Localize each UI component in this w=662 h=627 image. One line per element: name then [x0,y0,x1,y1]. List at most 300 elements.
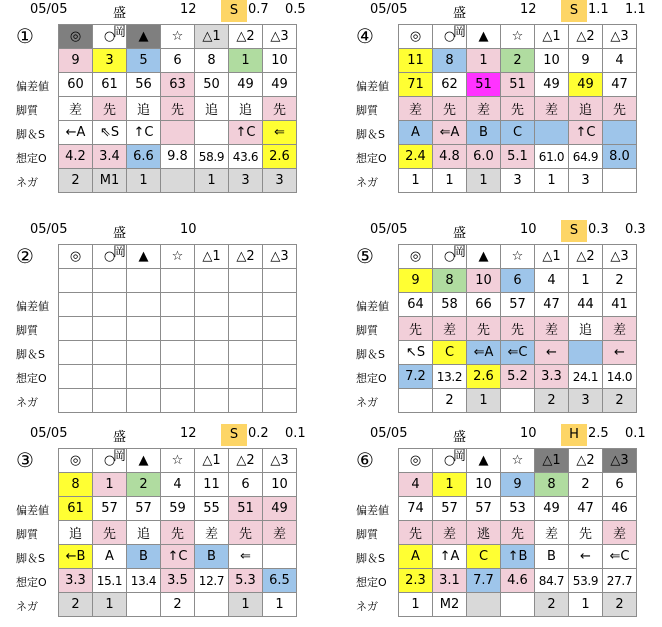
header-date: 05/05 [370,222,408,237]
mark-cell: △3 [263,25,297,49]
grid-cell: A [93,545,127,569]
grid-cell: 2 [603,593,637,617]
mark-cell: ☆ [501,245,535,269]
grid-cell: 1 [467,49,501,73]
grid-cell: 12.7 [195,569,229,593]
row-label: 脚質 [16,104,38,117]
race-number: ② [16,244,34,268]
data-row [399,593,637,617]
row-label: 脚＆S [16,128,45,141]
grid-cell: 差 [603,521,637,545]
data-row [59,389,297,413]
grid-cell [195,365,229,389]
row-label: 偏差値 [16,80,49,93]
grid-cell: 5.3 [229,569,263,593]
grid-cell: 4.8 [433,145,467,169]
mark-cell: △3 [263,245,297,269]
grid-cell [535,121,569,145]
grid-cell: M2 [433,593,467,617]
grid-cell [195,341,229,365]
race-panel-p6 [348,424,658,624]
grid-cell [59,269,93,293]
prediction-grid [58,244,297,413]
mark-cell: ▲ [127,245,161,269]
grid-cell: 追 [127,521,161,545]
grid-cell [195,593,229,617]
grid-cell [229,365,263,389]
header-grade: S [561,0,587,22]
grid-cell: 5.2 [501,365,535,389]
row-label: 想定O [16,372,47,385]
mark-cell: ☆ [501,449,535,473]
data-row [59,169,297,193]
grid-cell: 13.4 [127,569,161,593]
grid-cell: 2 [535,593,569,617]
grid-cell: 1 [467,169,501,193]
grid-cell: 8 [433,49,467,73]
grid-cell: 49 [569,73,603,97]
row-label: 想定O [16,152,47,165]
grid-cell: C [433,341,467,365]
grid-cell: 6.6 [127,145,161,169]
row-label: ネガ [356,176,378,189]
grid-cell [59,389,93,413]
data-row [399,293,637,317]
mark-cell: △3 [263,449,297,473]
row-label: 想定O [16,576,47,589]
header-venue: 盛岡 [453,430,467,464]
mark-cell: △1 [535,25,569,49]
grid-cell: 43.6 [229,145,263,169]
header-count: 12 [180,2,197,17]
grid-cell [127,293,161,317]
prediction-grid [398,24,637,193]
row-label: 脚＆S [356,552,385,565]
row-label: ネガ [16,176,38,189]
header-date: 05/05 [370,426,408,441]
race-number: ③ [16,448,34,472]
grid-cell [263,545,297,569]
grid-cell: 3 [569,389,603,413]
grid-cell: 64.9 [569,145,603,169]
grid-cell: 先 [399,317,433,341]
mark-cell: △1 [535,245,569,269]
mark-cell: ◎ [399,449,433,473]
row-label: ネガ [356,600,378,613]
grid-cell: 差 [535,317,569,341]
mark-cell: △2 [569,25,603,49]
grid-cell: 2 [501,49,535,73]
row-label: 脚＆S [356,128,385,141]
mark-cell: △1 [195,245,229,269]
grid-cell [501,593,535,617]
grid-cell: ↑C [161,545,195,569]
grid-cell: 49 [263,73,297,97]
data-row [59,317,297,341]
grid-cell: 1 [195,169,229,193]
grid-cell: 先 [467,317,501,341]
grid-cell: ←A [59,121,93,145]
data-row [59,121,297,145]
grid-cell: 先 [263,97,297,121]
grid-cell: M1 [93,169,127,193]
row-label: 脚質 [356,528,378,541]
prediction-grid [58,448,297,617]
data-row [399,497,637,521]
grid-cell [127,341,161,365]
header-count: 12 [180,426,197,441]
grid-cell: ⇐A [433,121,467,145]
row-label: 脚質 [16,324,38,337]
mark-cell: ☆ [161,25,195,49]
row-label: 脚＆S [16,552,45,565]
grid-cell: ⇐A [467,341,501,365]
grid-cell: 4 [535,269,569,293]
grid-cell: 1 [569,593,603,617]
race-number: ⑤ [356,244,374,268]
grid-cell: 56 [127,73,161,97]
mark-cell: ☆ [161,449,195,473]
grid-cell: 2.3 [399,569,433,593]
row-label: 想定O [356,372,387,385]
header-v2: 0.1 [285,426,306,441]
grid-cell: 49 [229,73,263,97]
grid-cell: ← [535,341,569,365]
row-label: 想定O [356,576,387,589]
grid-cell: 10 [535,49,569,73]
grid-cell: 4 [603,49,637,73]
grid-cell: 2.6 [467,365,501,389]
data-row [399,169,637,193]
grid-cell: 24.1 [569,365,603,389]
grid-cell [229,293,263,317]
grid-cell [229,269,263,293]
grid-cell [59,341,93,365]
grid-cell: 58.9 [195,145,229,169]
grid-cell: ⇐ [229,545,263,569]
header-v1: 0.7 [248,2,269,17]
grid-cell [263,317,297,341]
grid-cell [93,389,127,413]
grid-cell: 4.2 [59,145,93,169]
data-row [59,545,297,569]
grid-cell: 7.7 [467,569,501,593]
grid-cell: 47 [603,73,637,97]
grid-cell: 11 [195,473,229,497]
grid-cell: C [467,545,501,569]
grid-cell: 8 [535,473,569,497]
header-v1: 0.3 [588,222,609,237]
row-label: 偏差値 [356,80,389,93]
mark-cell: △3 [603,25,637,49]
grid-cell: 追 [569,97,603,121]
data-row [399,145,637,169]
row-label: 偏差値 [16,300,49,313]
grid-cell: 47 [535,293,569,317]
grid-cell: 3 [501,169,535,193]
data-row [59,293,297,317]
grid-cell: 6 [161,49,195,73]
grid-cell [127,389,161,413]
header-v1: 1.1 [588,2,609,17]
mark-cell: △2 [229,245,263,269]
grid-cell [127,317,161,341]
grid-cell: 先 [603,97,637,121]
race-number: ④ [356,24,374,48]
grid-cell [93,341,127,365]
grid-cell: 先 [161,521,195,545]
grid-cell: 46 [603,497,637,521]
grid-cell: 9 [59,49,93,73]
grid-cell: 先 [501,317,535,341]
grid-cell: ⇐ [263,121,297,145]
grid-cell: 3.3 [59,569,93,593]
mark-row [59,449,297,473]
grid-cell: 10 [263,49,297,73]
header-grade: S [221,0,247,22]
data-row [399,473,637,497]
grid-cell: ⇖S [93,121,127,145]
grid-cell: 51 [229,497,263,521]
grid-cell [195,293,229,317]
mark-cell: ▲ [467,245,501,269]
grid-cell [263,293,297,317]
grid-cell: A [399,121,433,145]
grid-cell: 53 [501,497,535,521]
grid-cell: 追 [569,317,603,341]
grid-cell: 追 [195,97,229,121]
mark-cell: ○ [93,449,127,473]
grid-cell [569,341,603,365]
row-label: ネガ [16,396,38,409]
grid-cell [127,593,161,617]
race-panel-p3 [8,424,318,624]
grid-cell: 2.6 [263,145,297,169]
row-label: 偏差値 [16,504,49,517]
grid-cell: 61 [93,73,127,97]
row-label: ネガ [356,396,378,409]
grid-cell: 6 [603,473,637,497]
grid-cell: ← [569,545,603,569]
race-panel-p4 [348,0,658,200]
mark-cell: △2 [569,449,603,473]
grid-cell: 5 [127,49,161,73]
grid-cell: 1 [535,169,569,193]
grid-cell: 逃 [467,521,501,545]
grid-cell: 84.7 [535,569,569,593]
grid-cell: 1 [569,269,603,293]
grid-cell: 3.5 [161,569,195,593]
grid-cell: 27.7 [603,569,637,593]
grid-cell: 2 [603,269,637,293]
grid-cell [59,317,93,341]
mark-cell: ▲ [467,449,501,473]
grid-cell: 6.5 [263,569,297,593]
grid-cell [93,293,127,317]
grid-cell [263,389,297,413]
row-label: ネガ [16,600,38,613]
grid-cell: 53.9 [569,569,603,593]
mark-cell: ◎ [59,25,93,49]
data-row [59,49,297,73]
grid-cell: ↖S [399,341,433,365]
data-row [59,269,297,293]
grid-cell [229,317,263,341]
grid-cell: 3 [263,169,297,193]
header-venue: 盛岡 [453,6,467,40]
race-panel-p5 [348,220,658,420]
grid-cell: 44 [569,293,603,317]
grid-cell [161,293,195,317]
mark-cell: ○ [93,25,127,49]
grid-cell: 61 [59,497,93,521]
grid-cell: 1 [399,169,433,193]
grid-cell: 2.4 [399,145,433,169]
grid-cell [93,365,127,389]
grid-cell [467,593,501,617]
header-v1: 0.2 [248,426,269,441]
data-row [399,73,637,97]
mark-cell: ○ [93,245,127,269]
grid-cell: 5.1 [501,145,535,169]
data-row [399,317,637,341]
grid-cell: 6 [229,473,263,497]
mark-row [399,25,637,49]
race-number: ⑥ [356,448,374,472]
grid-cell: B [195,545,229,569]
data-row [59,593,297,617]
data-row [399,521,637,545]
mark-cell: ◎ [59,245,93,269]
grid-cell: 2 [603,389,637,413]
grid-cell: 8.0 [603,145,637,169]
grid-cell: 3 [569,169,603,193]
grid-cell: 4 [399,473,433,497]
header-date: 05/05 [30,426,68,441]
header-grade [221,220,247,242]
header-v1: 2.5 [588,426,609,441]
grid-cell: 51 [501,73,535,97]
grid-cell: ↑A [433,545,467,569]
grid-cell [161,317,195,341]
grid-cell [127,269,161,293]
header-date: 05/05 [30,222,68,237]
row-label: 脚質 [356,104,378,117]
grid-cell: 64 [399,293,433,317]
grid-cell: 先 [93,97,127,121]
mark-row [399,449,637,473]
header-v2: 0.5 [285,2,306,17]
grid-cell [127,365,161,389]
grid-cell [501,389,535,413]
grid-cell: B [127,545,161,569]
mark-row [59,245,297,269]
grid-cell [263,365,297,389]
grid-cell: 1 [263,593,297,617]
grid-cell: 7.2 [399,365,433,389]
data-row [59,97,297,121]
grid-cell: 57 [433,497,467,521]
mark-cell: ○ [433,245,467,269]
grid-cell: ← [603,341,637,365]
grid-cell: ↑C [229,121,263,145]
grid-cell: 追 [59,521,93,545]
mark-cell: △1 [195,25,229,49]
grid-cell [263,269,297,293]
data-row [59,497,297,521]
data-row [59,521,297,545]
grid-cell: B [467,121,501,145]
grid-cell: 2 [433,389,467,413]
grid-cell: 3.1 [433,569,467,593]
row-label: 脚＆S [16,348,45,361]
grid-cell: 49 [263,497,297,521]
row-label: 想定O [356,152,387,165]
grid-cell: 差 [467,97,501,121]
mark-cell: ☆ [501,25,535,49]
grid-cell: 1 [399,593,433,617]
row-label: 脚＆S [356,348,385,361]
mark-row [59,25,297,49]
grid-cell: A [399,545,433,569]
data-row [399,365,637,389]
grid-cell [603,121,637,145]
data-row [59,473,297,497]
data-row [59,341,297,365]
header-count: 10 [520,222,537,237]
grid-cell [161,365,195,389]
data-row [399,269,637,293]
grid-cell: 2 [59,169,93,193]
mark-cell: △3 [603,245,637,269]
mark-cell: ▲ [467,25,501,49]
header-venue: 盛岡 [113,6,127,40]
mark-cell: △2 [229,25,263,49]
grid-cell: 1 [93,473,127,497]
grid-cell: 先 [93,521,127,545]
grid-cell: 差 [263,521,297,545]
race-panel-p2 [8,220,318,420]
header-venue: 盛岡 [113,226,127,260]
grid-cell [195,269,229,293]
grid-cell: 9 [501,473,535,497]
grid-cell: ↑B [501,545,535,569]
grid-cell: 3 [93,49,127,73]
grid-cell: 追 [229,97,263,121]
prediction-grid [398,244,637,413]
header-v2: 1.1 [625,2,646,17]
data-row [399,389,637,413]
mark-cell: △3 [603,449,637,473]
mark-cell: ▲ [127,25,161,49]
grid-cell: 2 [161,593,195,617]
grid-cell: 1 [229,49,263,73]
header-v2: 0.1 [625,426,646,441]
grid-cell: 差 [535,97,569,121]
grid-cell [161,341,195,365]
mark-cell: △2 [569,245,603,269]
mark-cell: ◎ [399,25,433,49]
grid-cell: 57 [501,293,535,317]
grid-cell: 15.1 [93,569,127,593]
grid-cell [399,389,433,413]
grid-cell: 3 [229,169,263,193]
mark-cell: ○ [433,449,467,473]
grid-cell: 62 [433,73,467,97]
grid-cell: ⇐C [501,341,535,365]
row-label: 脚質 [356,324,378,337]
grid-cell: 57 [127,497,161,521]
